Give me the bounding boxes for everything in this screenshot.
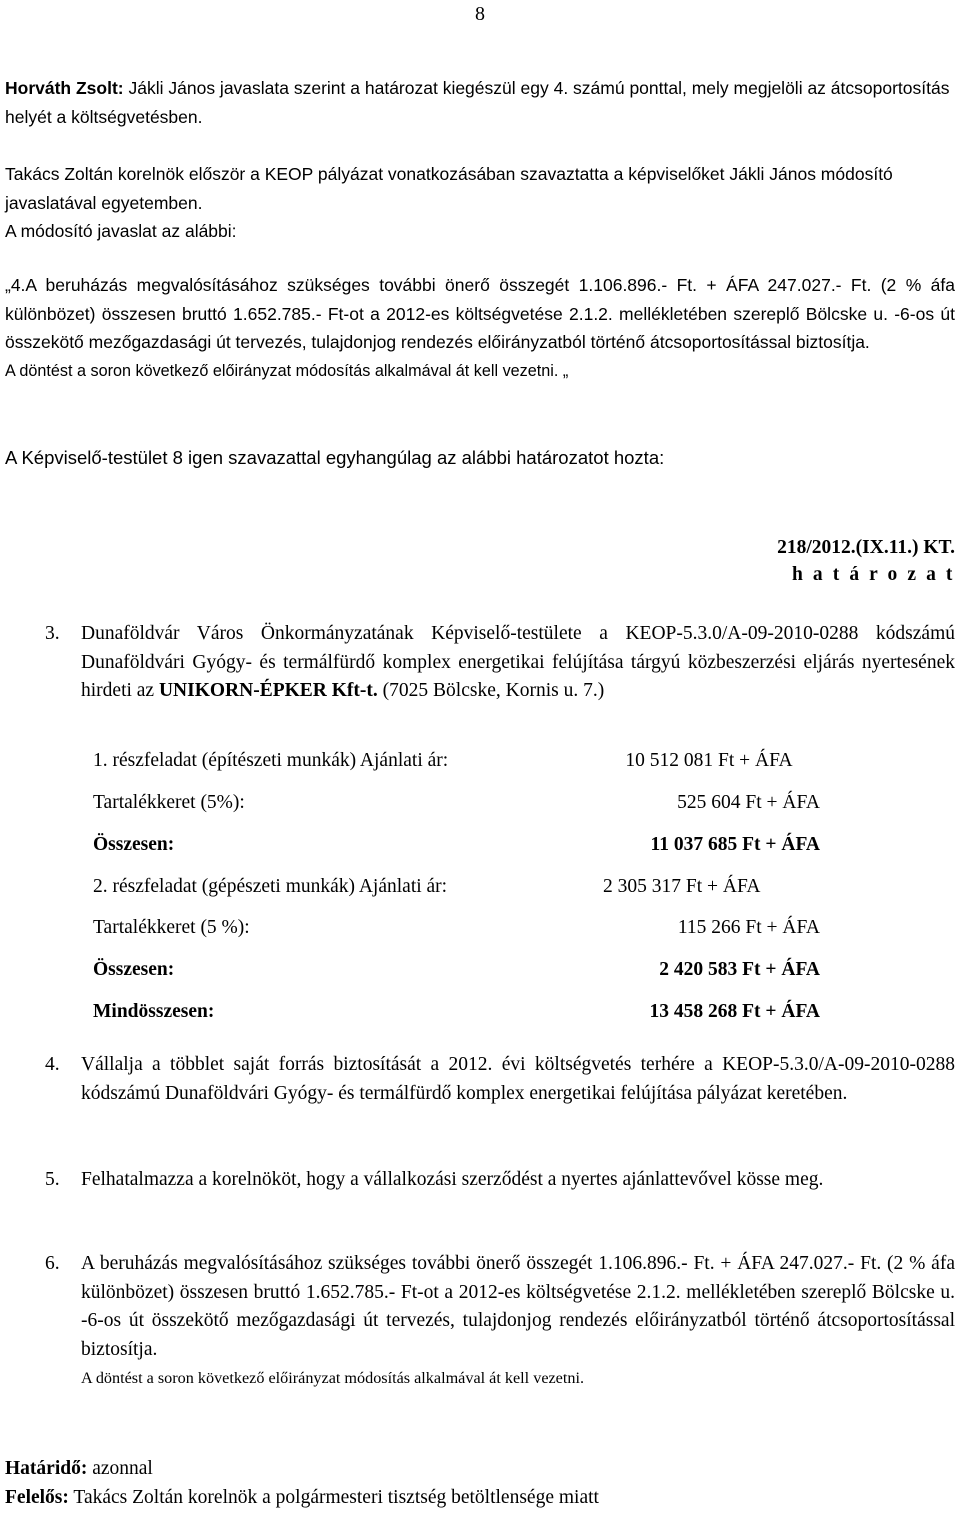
pricing-label: Összesen:: [93, 834, 175, 855]
vote-intro-paragraph: [5, 160, 955, 246]
item-text: Felhatalmazza a korelnököt, hogy a vállalkozási szerződést a nyertes ajánlattevővel kösse meg.: [81, 1169, 824, 1190]
pricing-value: 115 266 Ft + ÁFA: [677, 917, 820, 938]
item-body: [81, 1250, 955, 1393]
deadline-value: azonnal: [92, 1458, 153, 1479]
pricing-value: 11 037 685 Ft + ÁFA: [650, 834, 820, 855]
pricing-row: [0, 831, 960, 861]
amendment-text: „4.A beruházás megvalósításához szükséges további önerő összegét 1.106.896.- Ft. + ÁFA 247.027.- Ft. (2 % áfa különbözet) összesen bruttó 1.652.785.- Ft-ot a 2012-es költségvetése 2.1.2. mellékletében szereplő Bölcske u. -6-os út összekötő mezőgazdasági út tervezés, tulajdonjog rendezés előirányzatból történő átcsoportosítással biztosítja.: [5, 275, 955, 352]
decision-label: h a t á r o z a t: [792, 564, 955, 585]
deadline-label: Határidő:: [5, 1458, 88, 1479]
pricing-row: [0, 873, 960, 903]
speaker-name: Horváth Zsolt:: [5, 78, 124, 98]
pricing-label: 2. részfeladat (gépészeti munkák) Ajánlati ár:: [93, 876, 448, 897]
item-text: [81, 620, 955, 706]
pricing-row: [0, 914, 960, 944]
pricing-value: 2 420 583 Ft + ÁFA: [659, 959, 820, 980]
pricing-row: [0, 747, 960, 777]
item-number: 3.: [45, 623, 60, 644]
item-text: Vállalja a többlet saját forrás biztosítását a 2012. évi költségvetés terhére a KEOP-5.3.0/A-09-2010-0288 kódszámú Dunaföldvári Gyógy- és termálfürdő komplex energetikai felújítása pályázat keretében.: [81, 1054, 955, 1104]
pricing-value: 525 604 Ft + ÁFA: [677, 792, 820, 813]
item-number: 5.: [45, 1169, 60, 1190]
pricing-label: Mindösszesen:: [93, 1001, 215, 1022]
pricing-value: 13 458 268 Ft + ÁFA: [649, 1001, 820, 1022]
pricing-label: 1. részfeladat (építészeti munkák) Ajánlati ár:: [93, 750, 449, 771]
item-note: A döntést a soron következő előirányzat módosítás alkalmával át kell vezetni.: [81, 1369, 585, 1387]
page-number: 8: [475, 3, 485, 25]
pricing-value: 2 305 317 Ft + ÁFA: [603, 876, 761, 897]
pricing-label: Tartalékkeret (5%):: [93, 792, 245, 813]
intro-text: Jákli János javaslata szerint a határozat kiegészül egy 4. számú ponttal, mely megjelöli az átcsoportosítás helyét a költségvetésben.: [5, 78, 950, 127]
responsible-line: [5, 1484, 599, 1513]
pricing-row: [0, 956, 960, 986]
decision-heading: [777, 534, 955, 588]
responsible-label: Felelős:: [5, 1487, 69, 1508]
vote-intro-text: Takács Zoltán korelnök először a KEOP pályázat vonatkozásában szavaztatta a képviselőket Jákli János módosító javaslatával egyetemben.: [5, 164, 893, 213]
amendment-note: A döntést a soron következő előirányzat módosítás alkalmával át kell vezetni. „: [5, 361, 569, 380]
item-text: A beruházás megvalósításához szükséges további önerő összegét 1.106.896.- Ft. + ÁFA 247.027.- Ft. (2 % áfa különbözet) összesen bruttó 1.652.785.- Ft-ot a 2012-es költségvetése 2.1.2. mellékletében szereplő Bölcske u. -6-os út összekötő mezőgazdasági út tervezés, tulajdonjog rendezés előirányzatból történő átcsoportosítással biztosítja.: [81, 1253, 955, 1360]
deadline-line: [5, 1455, 153, 1484]
vote-result: A Képviselő-testület 8 igen szavazattal egyhangúlag az alábbi határozatot hozta:: [5, 447, 665, 468]
item-number: 4.: [45, 1054, 60, 1075]
intro-paragraph: [5, 74, 955, 131]
proposal-label: A módosító javaslat az alábbi:: [5, 221, 237, 241]
amendment-block: [5, 271, 955, 385]
item-3-text-before: Dunaföldvár Város Önkormányzatának Képviselő-testülete a KEOP-5.3.0/A-09-2010-0288 kódszámú Dunaföldvári Gyógy- és termálfürdő komplex energetikai felújítása tárgyú közbeszerzési eljárás nyertesének hirdeti az: [81, 623, 955, 701]
pricing-label: Összesen:: [93, 959, 175, 980]
decision-number: 218/2012.(IX.11.) KT.: [777, 537, 955, 558]
pricing-row: [0, 998, 960, 1028]
responsible-value: Takács Zoltán korelnök a polgármesteri tisztség betöltlensége miatt: [73, 1487, 599, 1508]
pricing-row: [0, 789, 960, 819]
item-number: 6.: [45, 1253, 60, 1274]
item-3-text-after: (7025 Bölcske, Kornis u. 7.): [382, 680, 605, 701]
pricing-value: 10 512 081 Ft + ÁFA: [625, 750, 793, 771]
pricing-label: Tartalékkeret (5 %):: [93, 917, 250, 938]
winner-name: UNIKORN-ÉPKER Kft-t.: [158, 680, 378, 701]
